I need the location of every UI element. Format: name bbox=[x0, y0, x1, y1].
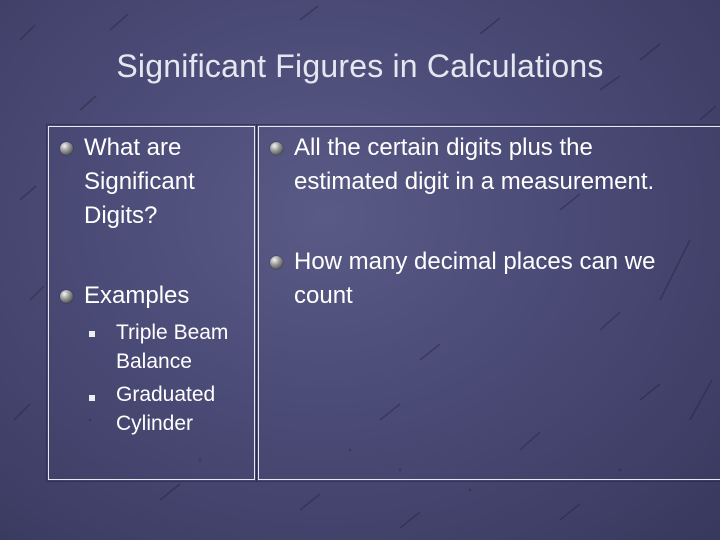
examples-label: Examples bbox=[84, 282, 190, 309]
decimal-places-question: How many decimal places can we count bbox=[294, 248, 656, 309]
bullet-icon bbox=[270, 142, 283, 155]
example-item: Graduated Cylinder bbox=[116, 383, 216, 435]
square-bullet-icon bbox=[89, 395, 95, 401]
square-bullet-icon bbox=[89, 331, 95, 337]
bullet-icon bbox=[270, 256, 283, 269]
bullet-icon bbox=[60, 290, 73, 303]
question-what-are-significant-digits: What are Significant Digits? bbox=[84, 134, 195, 229]
definition-text: All the certain digits plus the estimated digit in a measurement. bbox=[294, 134, 655, 195]
slide-title: Significant Figures in Calculations bbox=[116, 48, 604, 84]
example-item: Triple Beam Balance bbox=[116, 321, 229, 373]
bullet-icon bbox=[60, 142, 73, 155]
